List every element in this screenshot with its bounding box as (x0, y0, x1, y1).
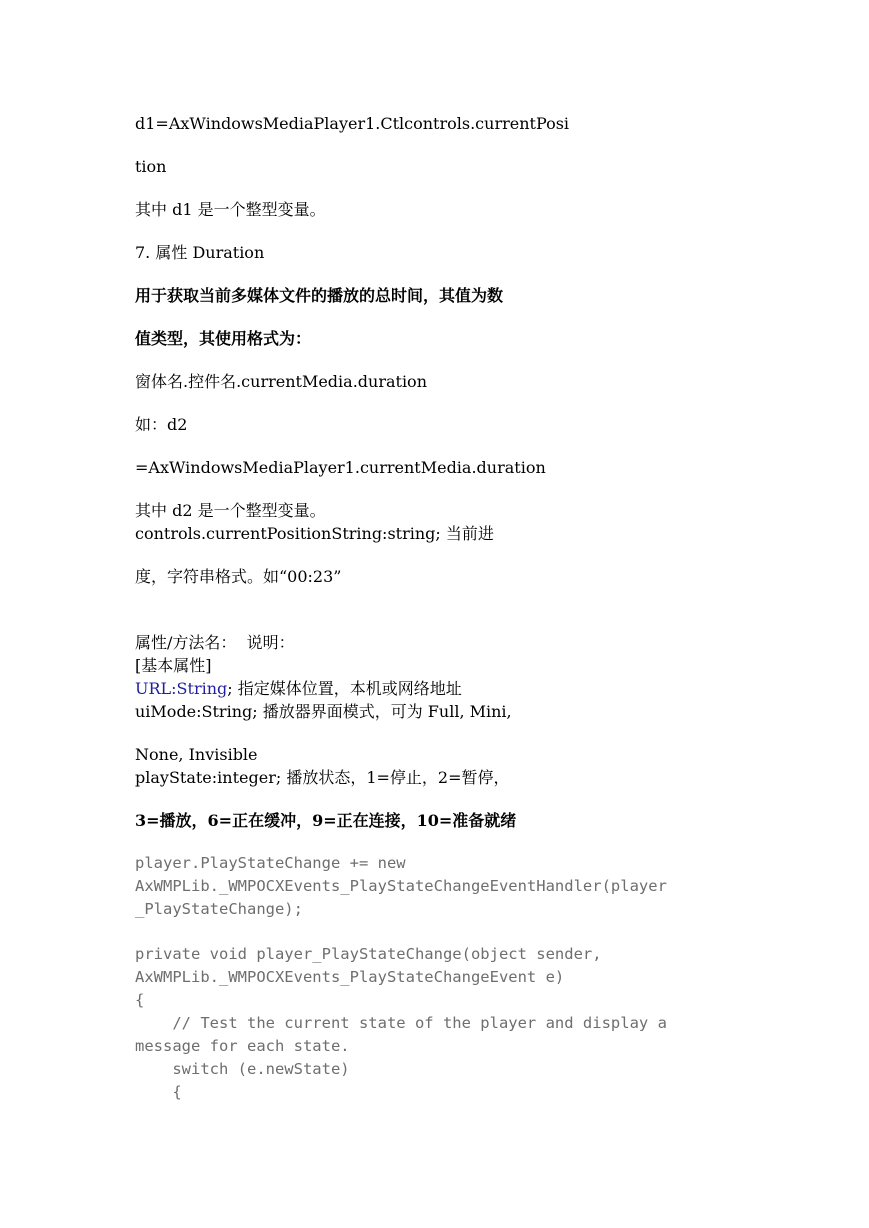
code-comment-line: message for each state. (135, 1037, 350, 1055)
code-line: AxWMPLib._WMPOCXEvents_PlayStateChangeEventHandler(player (135, 877, 667, 895)
property-line-url (135, 679, 462, 699)
text-line: 其中 d1 是一个整型变量。 (135, 200, 326, 219)
text-line: =AxWindowsMediaPlayer1.currentMedia.duration (135, 458, 546, 477)
text-line: d1=AxWindowsMediaPlayer1.Ctlcontrols.currentPosi (135, 114, 570, 133)
code-line: _PlayStateChange); (135, 900, 303, 918)
code-line: switch (e.newState) (135, 1060, 350, 1078)
text-line: 如：d2 (135, 415, 188, 434)
property-description: ; 指定媒体位置，本机或网络地址 (227, 679, 462, 698)
property-line: uiMode:String; 播放器界面模式，可为 Full, Mini, (135, 702, 512, 721)
property-name-link[interactable]: URL:String (135, 679, 228, 698)
code-line: { (135, 991, 145, 1009)
table-header-line: 属性/方法名： 说明： (135, 633, 295, 652)
property-line: 3=播放，6=正在缓冲，9=正在连接，10=准备就绪 (135, 811, 517, 830)
code-line: { (135, 1083, 182, 1101)
text-line: tion (135, 157, 167, 176)
text-line: 度，字符串格式。如“00:23” (135, 567, 342, 586)
text-line: 窗体名.控件名.currentMedia.duration (135, 372, 427, 391)
code-line: AxWMPLib._WMPOCXEvents_PlayStateChangeEvent e) (135, 968, 565, 986)
code-line: player.PlayStateChange += new (135, 854, 406, 872)
text-line: controls.currentPositionString:string; 当前进 (135, 524, 494, 543)
text-line: 值类型，其使用格式为： (135, 329, 312, 348)
category-label: [基本属性] (135, 656, 212, 675)
code-comment-line: // Test the current state of the player and display a (135, 1014, 667, 1032)
text-line: 其中 d2 是一个整型变量。 (135, 501, 326, 520)
text-line: 用于获取当前多媒体文件的播放的总时间，其值为数 (135, 286, 504, 305)
property-line: None, Invisible (135, 745, 258, 764)
code-line: private void player_PlayStateChange(object sender, (135, 945, 602, 963)
section-heading: 7. 属性 Duration (135, 243, 265, 262)
property-line: playState:integer; 播放状态，1=停止，2=暂停， (135, 768, 510, 787)
